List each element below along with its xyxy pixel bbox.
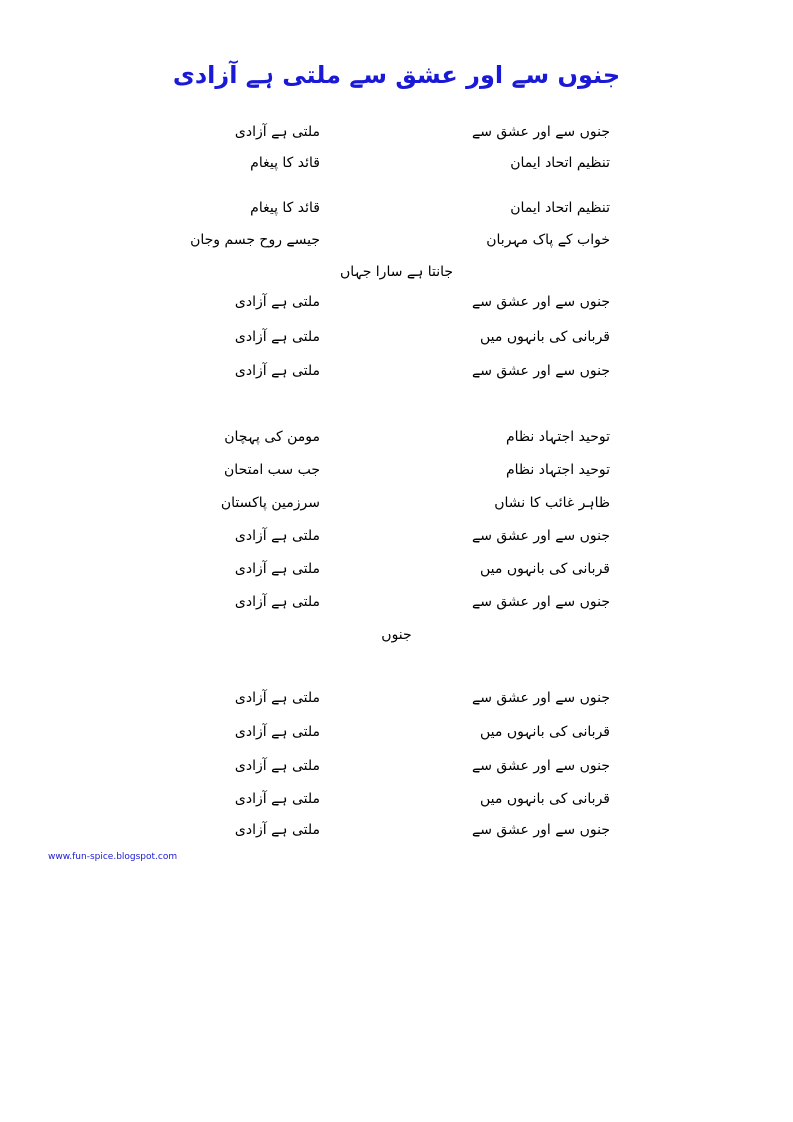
- lyric-line: ملتی ہے آزادی: [234, 822, 320, 838]
- center-lyric-line: جنوں: [381, 627, 412, 643]
- lyric-line: خواب کے پاک مہربان: [486, 232, 610, 248]
- lyric-line: قربانی کی بانہوں میں: [480, 329, 610, 345]
- lyric-line: ملتی ہے آزادی: [234, 594, 320, 610]
- lyric-line: تنظیم اتحاد ایمان: [510, 155, 610, 171]
- lyric-line: قربانی کی بانہوں میں: [480, 724, 610, 740]
- lyric-line: قربانی کی بانہوں میں: [480, 791, 610, 807]
- center-lyric-line: جانتا ہے سارا جہاں: [339, 264, 454, 280]
- lyric-line: جنوں سے اور عشق سے: [472, 690, 610, 706]
- lyric-line: ملتی ہے آزادی: [234, 758, 320, 774]
- lyric-line: ملتی ہے آزادی: [234, 528, 320, 544]
- lyric-line: تنظیم اتحاد ایمان: [510, 200, 610, 216]
- lyric-line: جب سب امتحان: [224, 462, 320, 478]
- lyric-line: سرزمین پاکستان: [220, 495, 320, 511]
- lyric-line: ملتی ہے آزادی: [234, 561, 320, 577]
- lyric-line: ملتی ہے آزادی: [234, 124, 320, 140]
- blog-url-link[interactable]: www.fun-spice.blogspot.com: [48, 852, 178, 862]
- lyric-line: قائد کا پیغام: [250, 155, 320, 171]
- lyric-line: مومن کی پہچان: [224, 429, 320, 445]
- lyric-line: ملتی ہے آزادی: [234, 690, 320, 706]
- lyric-line: جنوں سے اور عشق سے: [472, 124, 610, 140]
- lyric-line: جنوں سے اور عشق سے: [472, 294, 610, 310]
- lyric-line: ملتی ہے آزادی: [234, 791, 320, 807]
- lyric-line: ملتی ہے آزادی: [234, 294, 320, 310]
- lyric-line: جنوں سے اور عشق سے: [472, 758, 610, 774]
- lyric-line: جنوں سے اور عشق سے: [472, 822, 610, 838]
- lyric-line: ملتی ہے آزادی: [234, 724, 320, 740]
- lyric-line: جنوں سے اور عشق سے: [472, 363, 610, 379]
- lyric-line: قائد کا پیغام: [250, 200, 320, 216]
- lyric-line: جیسے روح جسم وجان: [190, 232, 320, 248]
- lyric-line: جنوں سے اور عشق سے: [472, 594, 610, 610]
- lyric-line: قربانی کی بانہوں میں: [480, 561, 610, 577]
- lyric-line: ظاہر غائب کا نشاں: [494, 495, 610, 511]
- lyric-line: توحید اجتہاد نظام: [505, 462, 610, 478]
- lyric-line: ملتی ہے آزادی: [234, 363, 320, 379]
- lyric-line: ملتی ہے آزادی: [234, 329, 320, 345]
- song-title: جنوں سے اور عشق سے ملتی ہے آزادی: [172, 61, 621, 89]
- lyric-line: جنوں سے اور عشق سے: [472, 528, 610, 544]
- lyric-line: توحید اجتہاد نظام: [505, 429, 610, 445]
